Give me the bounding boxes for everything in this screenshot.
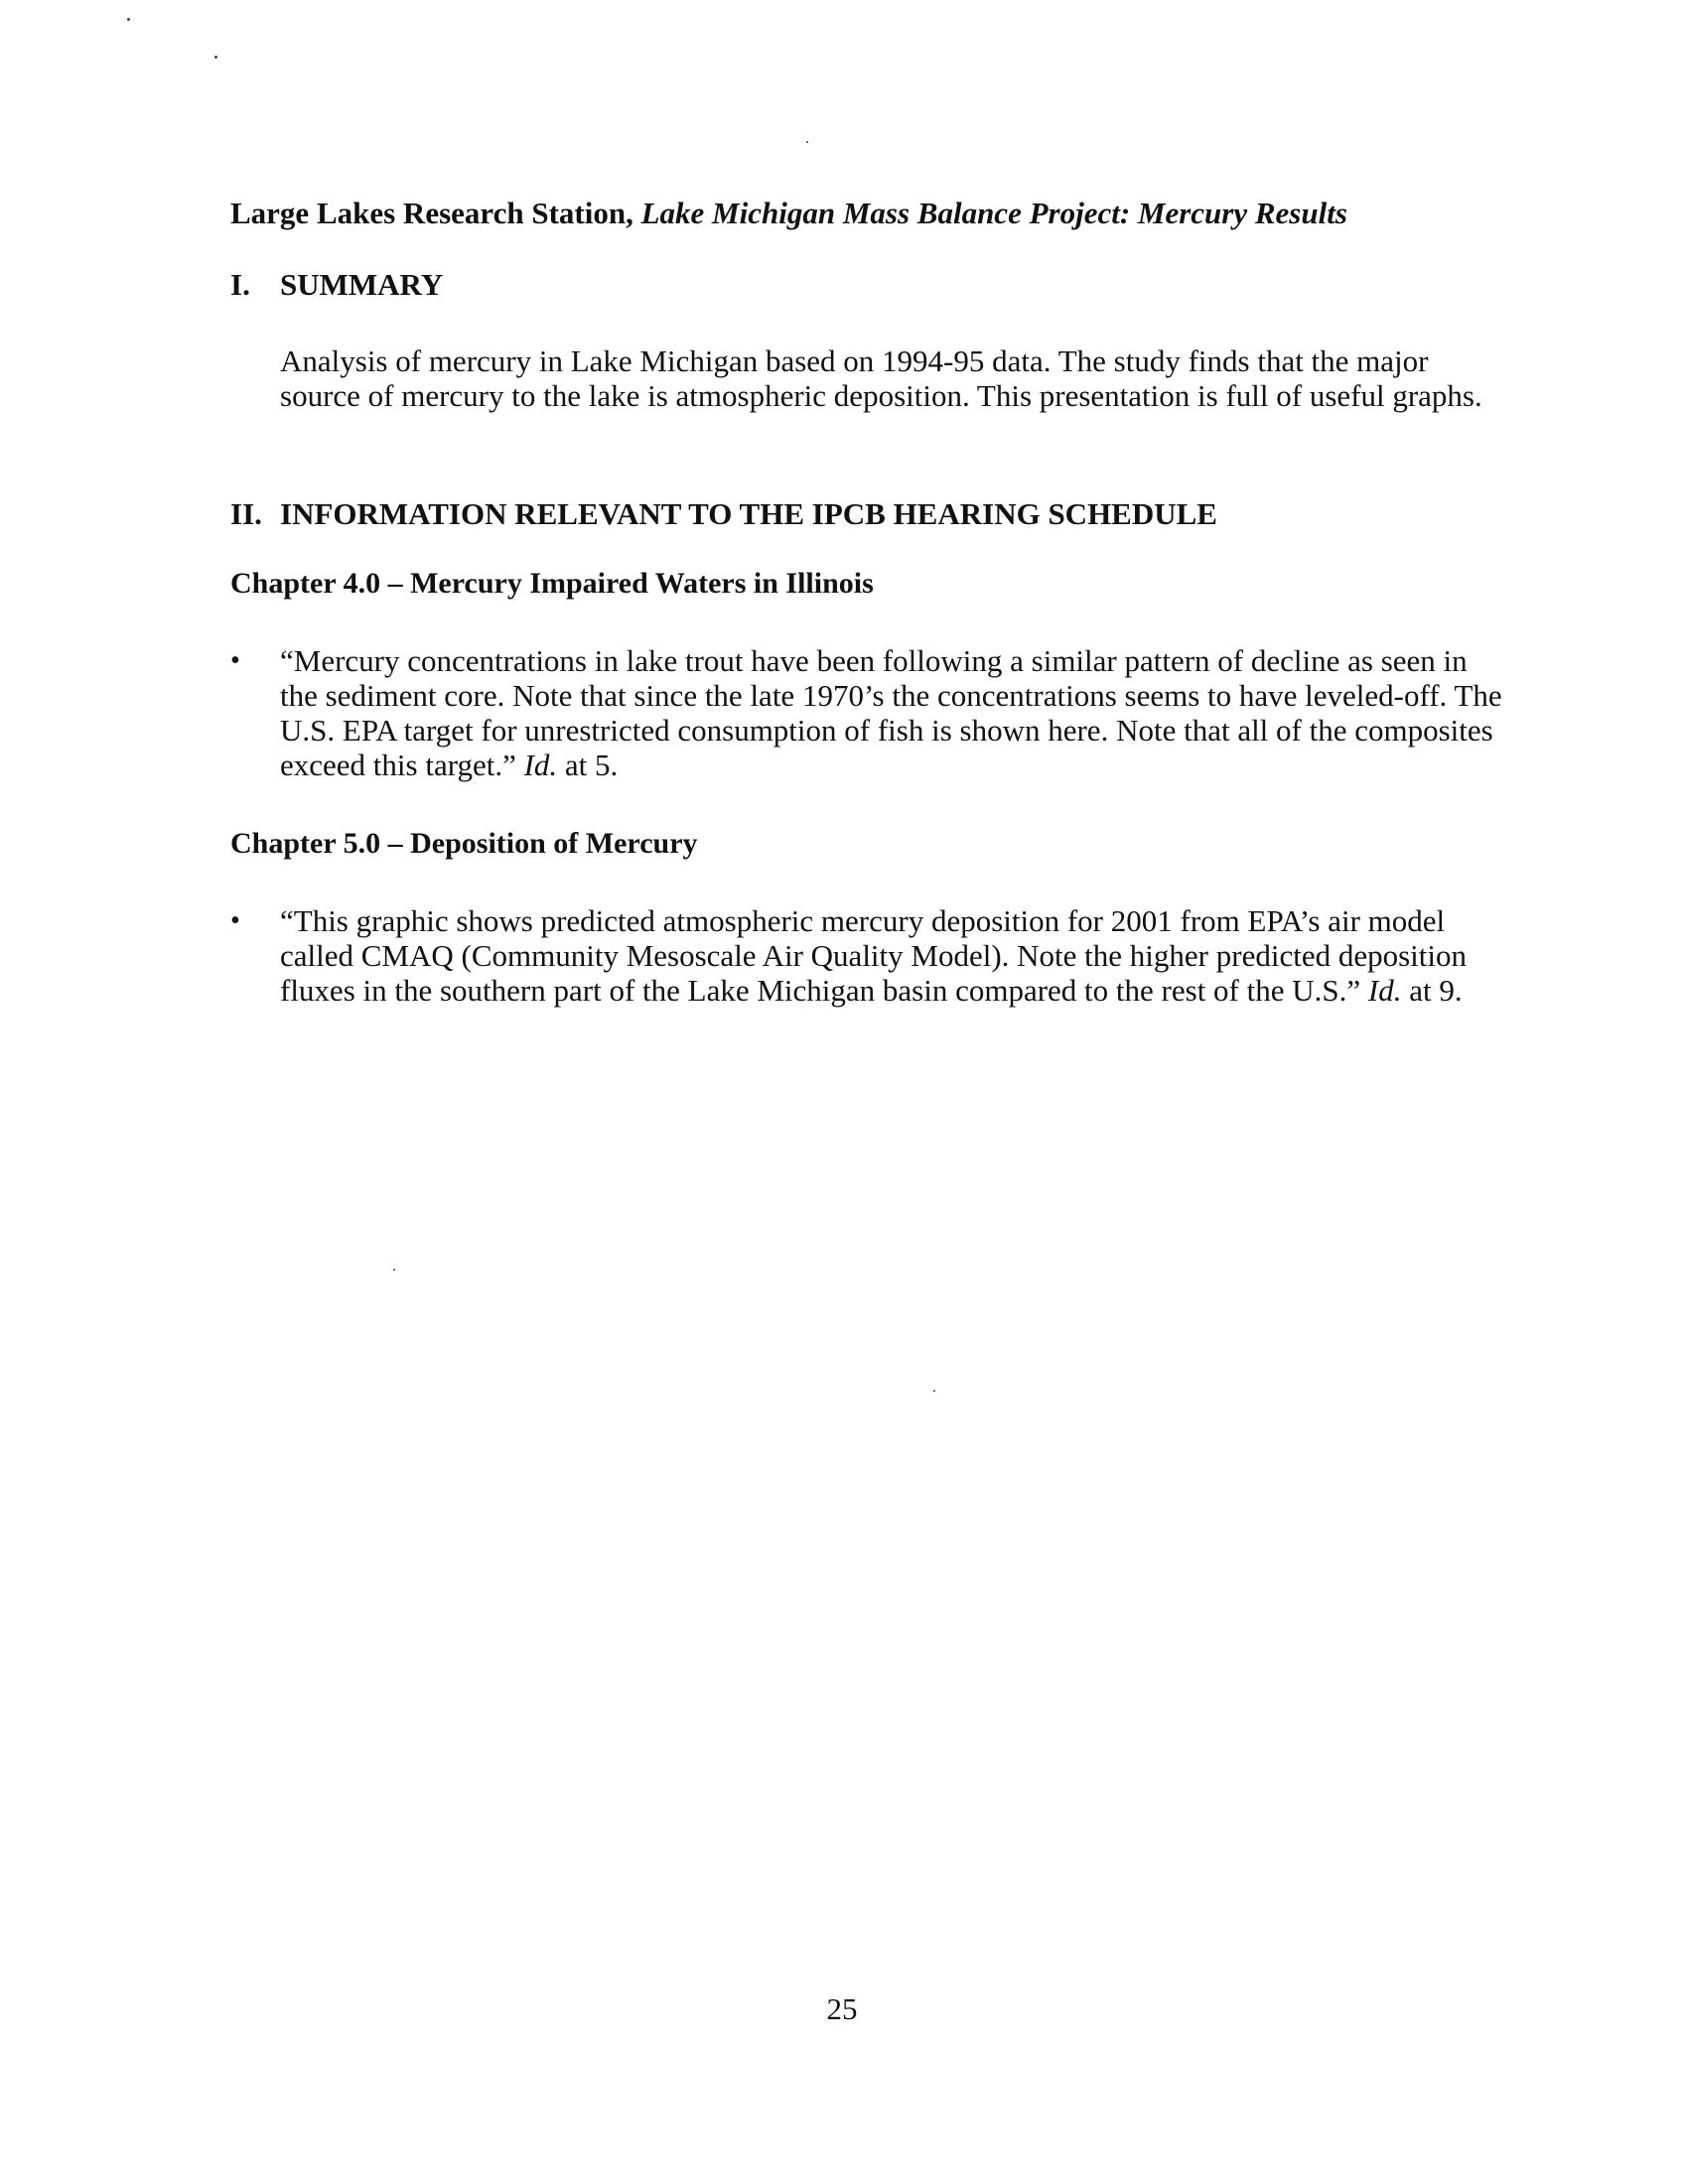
citation-id: Id. xyxy=(1367,973,1402,1008)
section-heading-text: INFORMATION RELEVANT TO THE IPCB HEARING SCHEDULE xyxy=(280,496,1217,531)
scan-speck xyxy=(933,1390,935,1392)
title-source: Large Lakes Research Station, xyxy=(230,196,633,230)
section-number: I. xyxy=(230,267,250,302)
section-heading-text: SUMMARY xyxy=(280,267,444,302)
section-summary-heading xyxy=(230,266,1501,303)
chapter-5-heading: Chapter 5.0 – Deposition of Mercury xyxy=(230,827,698,860)
citation-id: Id. xyxy=(523,748,558,782)
title-report-name: Lake Michigan Mass Balance Project: Mercury Results xyxy=(640,196,1347,230)
scan-speck xyxy=(214,56,217,59)
bullet-marker: • xyxy=(230,905,240,936)
page-number: 25 xyxy=(826,1991,858,2026)
chapter-4-quote xyxy=(280,643,1506,782)
bullet-marker: • xyxy=(230,645,240,676)
scan-speck xyxy=(393,1269,395,1271)
scan-speck xyxy=(806,141,808,143)
document-title xyxy=(230,195,1501,231)
section-information-heading xyxy=(230,495,1501,532)
citation-page: at 5. xyxy=(557,748,619,782)
citation-page: at 9. xyxy=(1401,973,1463,1008)
chapter-5-quote xyxy=(280,903,1506,1008)
quote-text: “This graphic shows predicted atmospheric mercury deposition for 2001 from EPA’s air model called CMAQ (Community Mesoscale Air Quality Model). Note the higher predicted deposition fluxes in the southern part of the Lake Michigan basin compared to the rest of the U.S.” xyxy=(280,903,1467,1008)
section-number: II. xyxy=(230,496,262,531)
summary-paragraph: Analysis of mercury in Lake Michigan based on 1994-95 data. The study finds that the major source of mercury to the lake is atmospheric deposition. This presentation is full of useful graphs. xyxy=(280,343,1482,413)
quote-text: “Mercury concentrations in lake trout have been following a similar pattern of decline as seen in the sediment core. Note that since the late 1970’s the concentrations seems to have leveled-off. The U.S. EPA target for unrestricted consumption of fish is shown here. Note that all of the composites exceed this target.” xyxy=(280,643,1502,782)
chapter-4-heading: Chapter 4.0 – Mercury Impaired Waters in Illinois xyxy=(230,567,874,600)
scan-speck xyxy=(127,18,130,21)
